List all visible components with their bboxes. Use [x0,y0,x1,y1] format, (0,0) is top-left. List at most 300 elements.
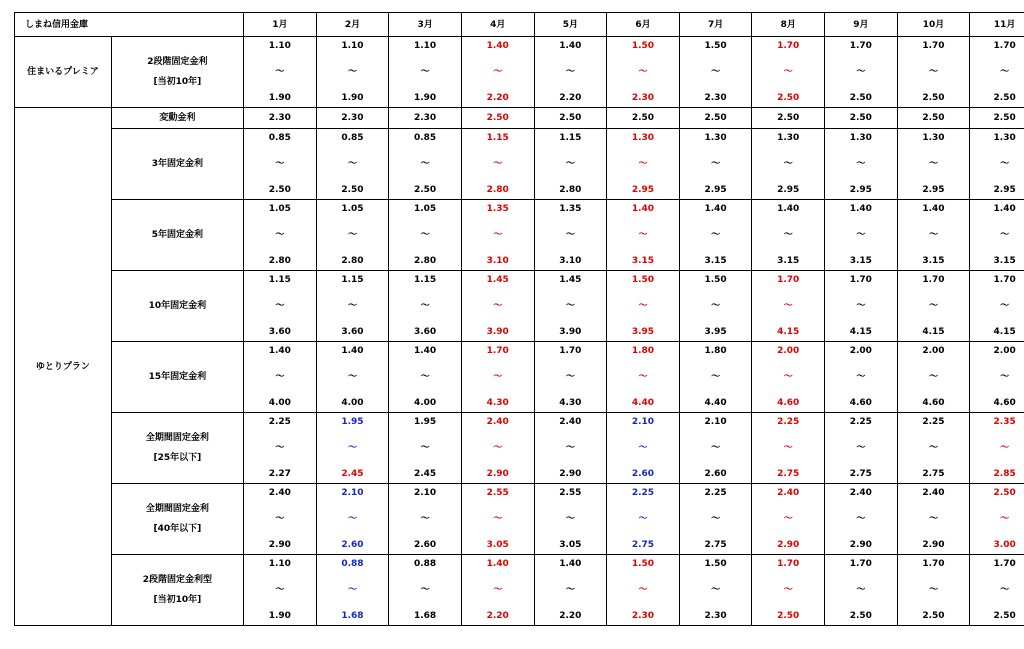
rate-range [244,345,316,409]
rate-value: 2.50 [849,113,872,123]
rate-cell [679,108,752,129]
rate-max: 2.75 [922,469,945,479]
rate-range [825,416,897,480]
range-tilde: ～ [275,514,285,524]
rate-range [898,416,970,480]
rate-type-name: 2段階固定金利型 [142,575,213,585]
range-tilde: ～ [928,301,938,311]
range-tilde: ～ [783,585,793,595]
rate-range [535,487,607,551]
range-tilde: ～ [1000,443,1010,453]
rate-range [680,558,752,622]
range-tilde: ～ [638,230,648,240]
rate-range [898,274,970,338]
range-tilde: ～ [856,159,866,169]
rate-cell [244,108,317,129]
rate-max: 3.15 [777,256,800,266]
rate-value: 2.50 [631,113,655,123]
rate-min: 1.70 [922,41,945,51]
rate-min: 1.70 [559,346,582,356]
range-tilde: ～ [638,159,648,169]
range-tilde: ～ [275,443,285,453]
rate-range [244,132,316,196]
range-tilde: ～ [420,443,430,453]
month-header: 9月 [825,13,898,37]
rate-min: 1.45 [486,275,509,285]
rate-type-note: [25年以下] [153,453,202,463]
rate-range [680,274,752,338]
rate-range [607,487,679,551]
range-tilde: ～ [928,585,938,595]
rate-row [15,37,1024,108]
rate-cell [534,484,607,555]
range-tilde: ～ [275,301,285,311]
range-tilde: ～ [638,585,648,595]
rate-cell [679,200,752,271]
rate-range [607,40,679,104]
rate-max: 2.50 [341,185,364,195]
rate-max: 4.60 [849,398,872,408]
rate-min: 2.55 [486,488,509,498]
rate-min: 2.25 [268,417,291,427]
range-tilde: ～ [928,372,938,382]
range-tilde: ～ [856,514,866,524]
rate-min: 1.40 [631,204,655,214]
range-tilde: ～ [347,67,357,77]
range-tilde: ～ [711,514,721,524]
rate-type-name: 変動金利 [159,113,196,123]
rate-range [752,487,824,551]
rate-max: 3.05 [559,540,582,550]
rate-cell [897,413,970,484]
range-tilde: ～ [420,585,430,595]
rate-range [462,558,534,622]
rate-range [680,487,752,551]
rate-min: 2.40 [486,417,509,427]
range-tilde: ～ [783,67,793,77]
rate-row [15,271,1024,342]
rate-max: 2.90 [559,469,582,479]
range-tilde: ～ [711,230,721,240]
month-header: 11月 [970,13,1024,37]
rate-max: 2.20 [486,611,509,621]
rate-range [752,416,824,480]
rate-min: 1.70 [993,41,1016,51]
rate-type-name: 5年固定金利 [151,230,204,240]
rate-type-label [111,37,243,108]
rate-cell [970,342,1024,413]
rate-cell [679,484,752,555]
rate-min: 1.30 [777,133,800,143]
rate-cell [897,108,970,129]
rate-cell [825,37,898,108]
rate-cell [607,108,680,129]
rate-row [15,200,1024,271]
rate-range [607,558,679,622]
rate-max: 3.95 [631,327,655,337]
rate-range [317,203,389,267]
rate-cell [679,271,752,342]
rate-range [244,416,316,480]
rate-value: 2.50 [704,113,727,123]
rate-max: 3.15 [631,256,655,266]
rate-row [15,342,1024,413]
rate-max: 2.95 [993,185,1016,195]
rate-range [535,416,607,480]
rate-range [752,558,824,622]
rate-min: 1.70 [486,346,509,356]
rate-range [462,274,534,338]
rate-min: 2.00 [777,346,800,356]
rate-type-name: 全期間固定金利 [145,504,209,514]
rate-cell [607,271,680,342]
rate-type-name: 3年固定金利 [151,159,204,169]
rate-max: 2.90 [486,469,509,479]
rate-cell [752,342,825,413]
rate-max: 2.30 [704,611,727,621]
month-header: 7月 [679,13,752,37]
rate-cell [389,484,462,555]
rate-max: 1.90 [268,93,291,103]
rate-min: 1.70 [993,275,1016,285]
rate-min: 1.15 [268,275,291,285]
range-tilde: ～ [565,159,575,169]
range-tilde: ～ [1000,301,1010,311]
range-tilde: ～ [493,230,503,240]
rate-min: 1.30 [631,133,655,143]
rate-cell [825,555,898,626]
range-tilde: ～ [928,443,938,453]
rate-cell [825,484,898,555]
range-tilde: ～ [347,372,357,382]
rate-max: 2.20 [559,611,582,621]
rate-cell [316,555,389,626]
rate-range [825,40,897,104]
rate-min: 2.10 [631,417,655,427]
rate-min: 1.50 [631,275,655,285]
rate-cell [461,129,534,200]
rate-max: 2.75 [704,540,727,550]
range-tilde: ～ [493,67,503,77]
rate-min: 2.25 [704,488,727,498]
rate-cell [825,271,898,342]
rate-range [462,40,534,104]
rate-type-name: 10年固定金利 [148,301,207,311]
rate-range [680,40,752,104]
rate-min: 2.00 [849,346,872,356]
rate-max: 3.00 [993,540,1016,550]
rate-range [970,345,1024,409]
rate-max: 3.15 [704,256,727,266]
month-header: 10月 [897,13,970,37]
rate-max: 2.50 [993,93,1016,103]
range-tilde: ～ [420,514,430,524]
rate-cell [316,413,389,484]
rate-min: 1.10 [268,559,291,569]
rate-cell [825,342,898,413]
range-tilde: ～ [856,230,866,240]
rate-cell [897,271,970,342]
rate-min: 1.50 [704,41,727,51]
rate-max: 2.80 [486,185,509,195]
rate-min: 2.10 [341,488,364,498]
rate-min: 1.40 [849,204,872,214]
range-tilde: ～ [347,514,357,524]
rate-max: 3.90 [559,327,582,337]
range-tilde: ～ [856,67,866,77]
range-tilde: ～ [1000,230,1010,240]
rate-range [970,132,1024,196]
range-tilde: ～ [275,372,285,382]
rate-type-name: 2段階固定金利 [147,57,208,67]
rate-min: 1.80 [631,346,655,356]
rate-cell [244,129,317,200]
range-tilde: ～ [275,230,285,240]
rate-min: 1.45 [559,275,582,285]
rate-range [462,345,534,409]
rate-min: 1.40 [922,204,945,214]
rate-cell [389,129,462,200]
rate-range [317,345,389,409]
rate-max: 4.15 [993,327,1016,337]
rate-range [970,487,1024,551]
rate-max: 2.50 [413,185,437,195]
rate-min: 1.80 [704,346,727,356]
range-tilde: ～ [347,585,357,595]
rate-cell [534,555,607,626]
rate-min: 2.35 [993,417,1016,427]
rate-max: 2.90 [777,540,800,550]
rate-cell [389,555,462,626]
rate-cell [752,129,825,200]
rate-range [244,40,316,104]
range-tilde: ～ [493,585,503,595]
rate-max: 2.90 [922,540,945,550]
range-tilde: ～ [347,230,357,240]
rate-cell [461,271,534,342]
range-tilde: ～ [856,372,866,382]
rate-min: 1.15 [413,275,437,285]
rate-max: 2.60 [341,540,364,550]
rate-cell [534,37,607,108]
range-tilde: ～ [347,301,357,311]
range-tilde: ～ [711,67,721,77]
rate-min: 0.88 [413,559,437,569]
rate-min: 0.85 [341,133,364,143]
rate-type-label [111,413,243,484]
rate-max: 3.60 [268,327,291,337]
rate-max: 2.95 [704,185,727,195]
rate-range [825,203,897,267]
rate-max: 2.60 [413,540,437,550]
rate-min: 2.00 [993,346,1016,356]
rate-max: 2.60 [631,469,655,479]
rate-max: 3.10 [486,256,509,266]
rate-min: 1.40 [559,559,582,569]
rate-max: 1.90 [413,93,437,103]
rate-max: 1.68 [413,611,437,621]
rate-max: 3.15 [922,256,945,266]
rate-row [15,108,1024,129]
rate-cell [316,37,389,108]
rate-max: 4.00 [413,398,437,408]
rate-type-label [111,129,243,200]
rate-min: 1.95 [413,417,437,427]
rate-range [317,40,389,104]
rate-range [607,416,679,480]
rate-cell [534,129,607,200]
rate-table [14,12,1024,626]
rate-max: 2.60 [704,469,727,479]
rate-max: 4.60 [922,398,945,408]
rate-max: 4.15 [922,327,945,337]
rate-max: 2.80 [413,256,437,266]
rate-min: 1.70 [777,559,800,569]
rate-range [389,274,461,338]
rate-max: 2.30 [704,93,727,103]
range-tilde: ～ [856,443,866,453]
rate-cell [244,413,317,484]
range-tilde: ～ [1000,372,1010,382]
rate-range [462,487,534,551]
rate-range [825,487,897,551]
rate-cell [534,271,607,342]
rate-min: 1.15 [559,133,582,143]
rate-range [462,416,534,480]
range-tilde: ～ [565,372,575,382]
rate-row [15,413,1024,484]
rate-min: 1.05 [413,204,437,214]
rate-max: 4.00 [341,398,364,408]
rate-cell [897,37,970,108]
rate-max: 2.20 [486,93,509,103]
rate-min: 1.30 [704,133,727,143]
rate-cell [461,37,534,108]
rate-cell [461,484,534,555]
rate-cell [679,555,752,626]
rate-value: 2.50 [993,113,1016,123]
rate-range [535,345,607,409]
rate-min: 1.10 [413,41,437,51]
rate-range [825,558,897,622]
rate-cell [244,342,317,413]
plan-label: 住まいるプレミア [15,37,112,108]
rate-range [898,558,970,622]
rate-type-name: 15年固定金利 [148,372,207,382]
rate-cell [461,555,534,626]
rate-max: 2.50 [849,93,872,103]
month-header: 4月 [461,13,534,37]
rate-max: 1.68 [341,611,364,621]
rate-range [462,203,534,267]
rate-min: 1.70 [849,559,872,569]
rate-min: 1.70 [922,559,945,569]
rate-cell [825,200,898,271]
rate-cell [752,37,825,108]
rate-range [535,40,607,104]
rate-range [535,274,607,338]
rate-max: 2.95 [922,185,945,195]
rate-cell [607,200,680,271]
rate-min: 1.70 [993,559,1016,569]
rate-range [680,345,752,409]
rate-max: 2.75 [777,469,800,479]
rate-range [680,416,752,480]
rate-cell [316,200,389,271]
rate-type-label [111,555,243,626]
month-header: 1月 [244,13,317,37]
range-tilde: ～ [420,67,430,77]
rate-min: 0.88 [341,559,364,569]
rate-cell [752,555,825,626]
range-tilde: ～ [347,443,357,453]
rate-min: 1.50 [631,559,655,569]
rate-cell [825,129,898,200]
rate-range [535,558,607,622]
rate-min: 1.40 [486,41,509,51]
rate-max: 2.50 [922,93,945,103]
rate-type-label [111,108,243,129]
rate-row [15,129,1024,200]
rate-min: 2.40 [268,488,291,498]
rate-cell [607,129,680,200]
rate-min: 1.40 [559,41,582,51]
rate-type-note: [40年以下] [153,524,202,534]
rate-max: 2.30 [631,611,655,621]
rate-cell [970,37,1024,108]
rate-cell [679,129,752,200]
rate-min: 1.40 [993,204,1016,214]
rate-max: 2.95 [777,185,800,195]
rate-range [825,274,897,338]
range-tilde: ～ [347,159,357,169]
rate-cell [607,555,680,626]
rate-range [389,416,461,480]
rate-range [389,203,461,267]
range-tilde: ～ [1000,159,1010,169]
rate-max: 2.95 [631,185,655,195]
range-tilde: ～ [638,443,648,453]
rate-cell [897,342,970,413]
rate-range [389,345,461,409]
rate-max: 2.90 [268,540,291,550]
rate-min: 1.30 [922,133,945,143]
rate-range [607,345,679,409]
rate-range [317,558,389,622]
rate-min: 1.40 [777,204,800,214]
range-tilde: ～ [711,372,721,382]
rate-cell [389,271,462,342]
rate-cell [461,342,534,413]
rate-min: 1.50 [704,559,727,569]
rate-min: 1.05 [268,204,291,214]
rate-max: 2.45 [413,469,437,479]
rate-range [607,203,679,267]
range-tilde: ～ [565,514,575,524]
range-tilde: ～ [711,443,721,453]
rate-cell [970,129,1024,200]
rate-max: 4.40 [631,398,655,408]
rate-cell [679,342,752,413]
rate-range [244,487,316,551]
rate-cell [897,484,970,555]
rate-cell [970,555,1024,626]
rate-min: 2.10 [704,417,727,427]
rate-type-label [111,271,243,342]
range-tilde: ～ [711,585,721,595]
rate-type-label [111,200,243,271]
month-header: 3月 [389,13,462,37]
